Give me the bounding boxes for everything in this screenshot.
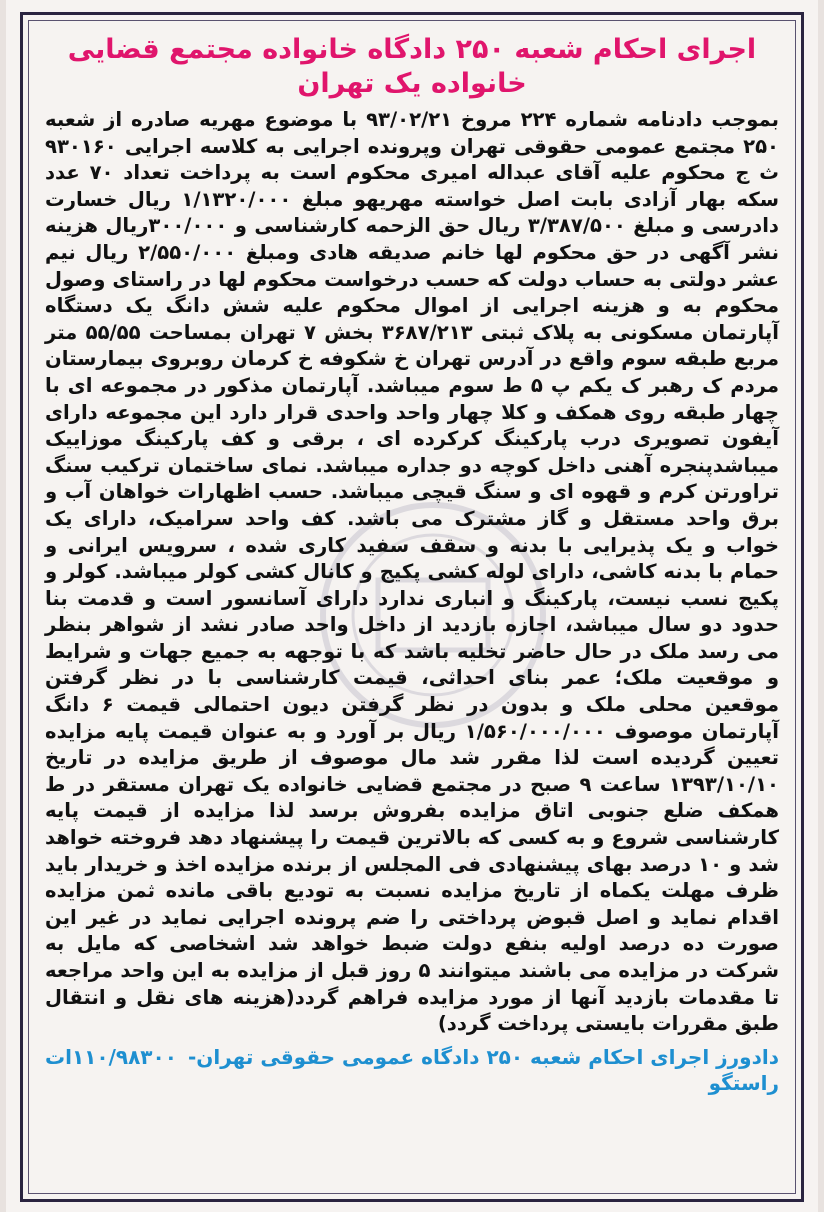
notice-body: بموجب دادنامه شماره ۲۲۴ مروخ ۹۳/۰۲/۲۱ با موضوع مهریه صادره از شعبه ۲۵۰ مجتمع عمومی حقوقی تهران وپرونده اجرایی به کلاسه اجرایی ۹۳۰۱۶۰ ث ج محکوم علیه آقای عبداله امیری محکوم است به پرداخت تعداد ۷۰ عدد سکه بهار آزادی بابت اصل خواسته مهریهو مبلغ ۱/۱۳۲۰/۰۰۰ ریال خسارت دادرسی و مبلغ ۳/۳۸۷/۵۰۰ ریال حق الزحمه کارشناسی و ۳۰۰/۰۰۰ریال هزینه نشر آگهی در حق محکوم لها خانم صدیقه هادی ومبلغ ۲/۵۵۰/۰۰۰ ریال نیم عشر دولتی به حساب دولت که حسب درخواست محکوم لها در راستای وصول محکوم به و هزینه اجرایی از اموال محکوم علیه شش دانگ یک دستگاه آپارتمان مسکونی به پلاک ثبتی ۳۶۸۷/۲۱۳ بخش ۷ تهران بمساحت ۵۵/۵۵ متر مربع طبقه سوم واقع در آدرس تهران خ شکوفه خ کرمان روبروی بیمارستان مردم ک رهبر ک یکم پ ۵ ط سوم میباشد. آپارتمان مذکور در مجموعه ای با چهار طبقه روی همکف و کلا چهار واحد واحدی قرار دارد این مجموعه دارای آیفون تصویری درب پارکینگ کرکرده ای ، برقی و کف پارکینگ موزاییک میباشدپنجره آهنی داخل کوچه دو جداره میباشد. نمای ساختمان ترکیب سنگ تراورتن کرم و قهوه ای و سنگ قیچی میباشد. حسب اظهارات خواهان آب و برق واحد مستقل و گاز مشترک می باشد. کف واحد سرامیک، دارای یک خواب و یک پذیرایی با بدنه و سقف سفید کاری شده ، سرویس ایرانی و حمام با بدنه کاشی، دارای لوله کشی پکیج و کانال کشی کولر میباشد. کولر و پکیج نسب نیست، پارکینگ و انباری ندارد دارای آسانسور است و قدمت بنا حدود دو سال میباشد، اجازه بازدید از داخل واحد صادر نشد از شواهر بنظر می رسد ملک در حال حاضر تخلیه باشد که با توجهه به جمیع جهات و شرایط و موقعیت ملک؛ عمر بنای احداثی، قیمت کارشناسی با در نظر گرفتن موقعین محلی ملک و بدون در نظر گرفتن دیون احتمالی قیمت ۶ دانگ آپارتمان موصوف ۱/۵۶۰/۰۰۰/۰۰۰ ریال بر آورد و به عنوان قیمت پایه مزایده تعیین گردیده است لذا مقرر شد مال موصوف از طریق مزایده در تاریخ ۱۳۹۳/۱۰/۱۰ ساعت ۹ صبح در مجتمع قضایی خانواده یک تهران مستقر در ط همکف ضلع جنوبی اتاق مزایده بفروش برسد لذا مزایده از قیمت پایه کارشناسی شروع و به کسی که بالاترین قیمت را پیشنهاد دهد فروخته خواهد شد و ۱۰ درصد بهای پیشنهادی فی المجلس از برنده مزایده اخذ و خریدار باید ظرف مهلت یکماه از تاریخ مزایده نسبت به تودیع باقی مانده ثمن مزایده اقدام نماید و اصل قبوض پرداختی را ضم پرونده اجرایی نماید در غیر این صورت ده درصد اولیه بنفع دولت ضبط خواهد شد اشخاصی که مایل به شرکت در مزایده می باشند میتوانند ۵ روز قبل از مزایده به این واحد مراجعه تا مقدمات بازدید آنها از مورد مزایده فراهم گردد(هزینه های نقل و انتقال طبق مقررات بایستی پرداخت گردد) — [45, 108, 780, 1036]
notice-title: اجرای احکام شعبه ۲۵۰ دادگاه خانواده مجتمع قضایی خانواده یک تهران — [67, 34, 757, 99]
reference-code: ۱۱۰/۹۸۳۰۰ات — [45, 1044, 177, 1069]
notice-border — [20, 12, 804, 1202]
notice-footer — [45, 1044, 779, 1104]
signature-line: دادورز اجرای احکام شعبه ۲۵۰ دادگاه عمومی حقوقی تهران- راستگو — [187, 1044, 779, 1095]
newspaper-clipping — [6, 0, 818, 1212]
